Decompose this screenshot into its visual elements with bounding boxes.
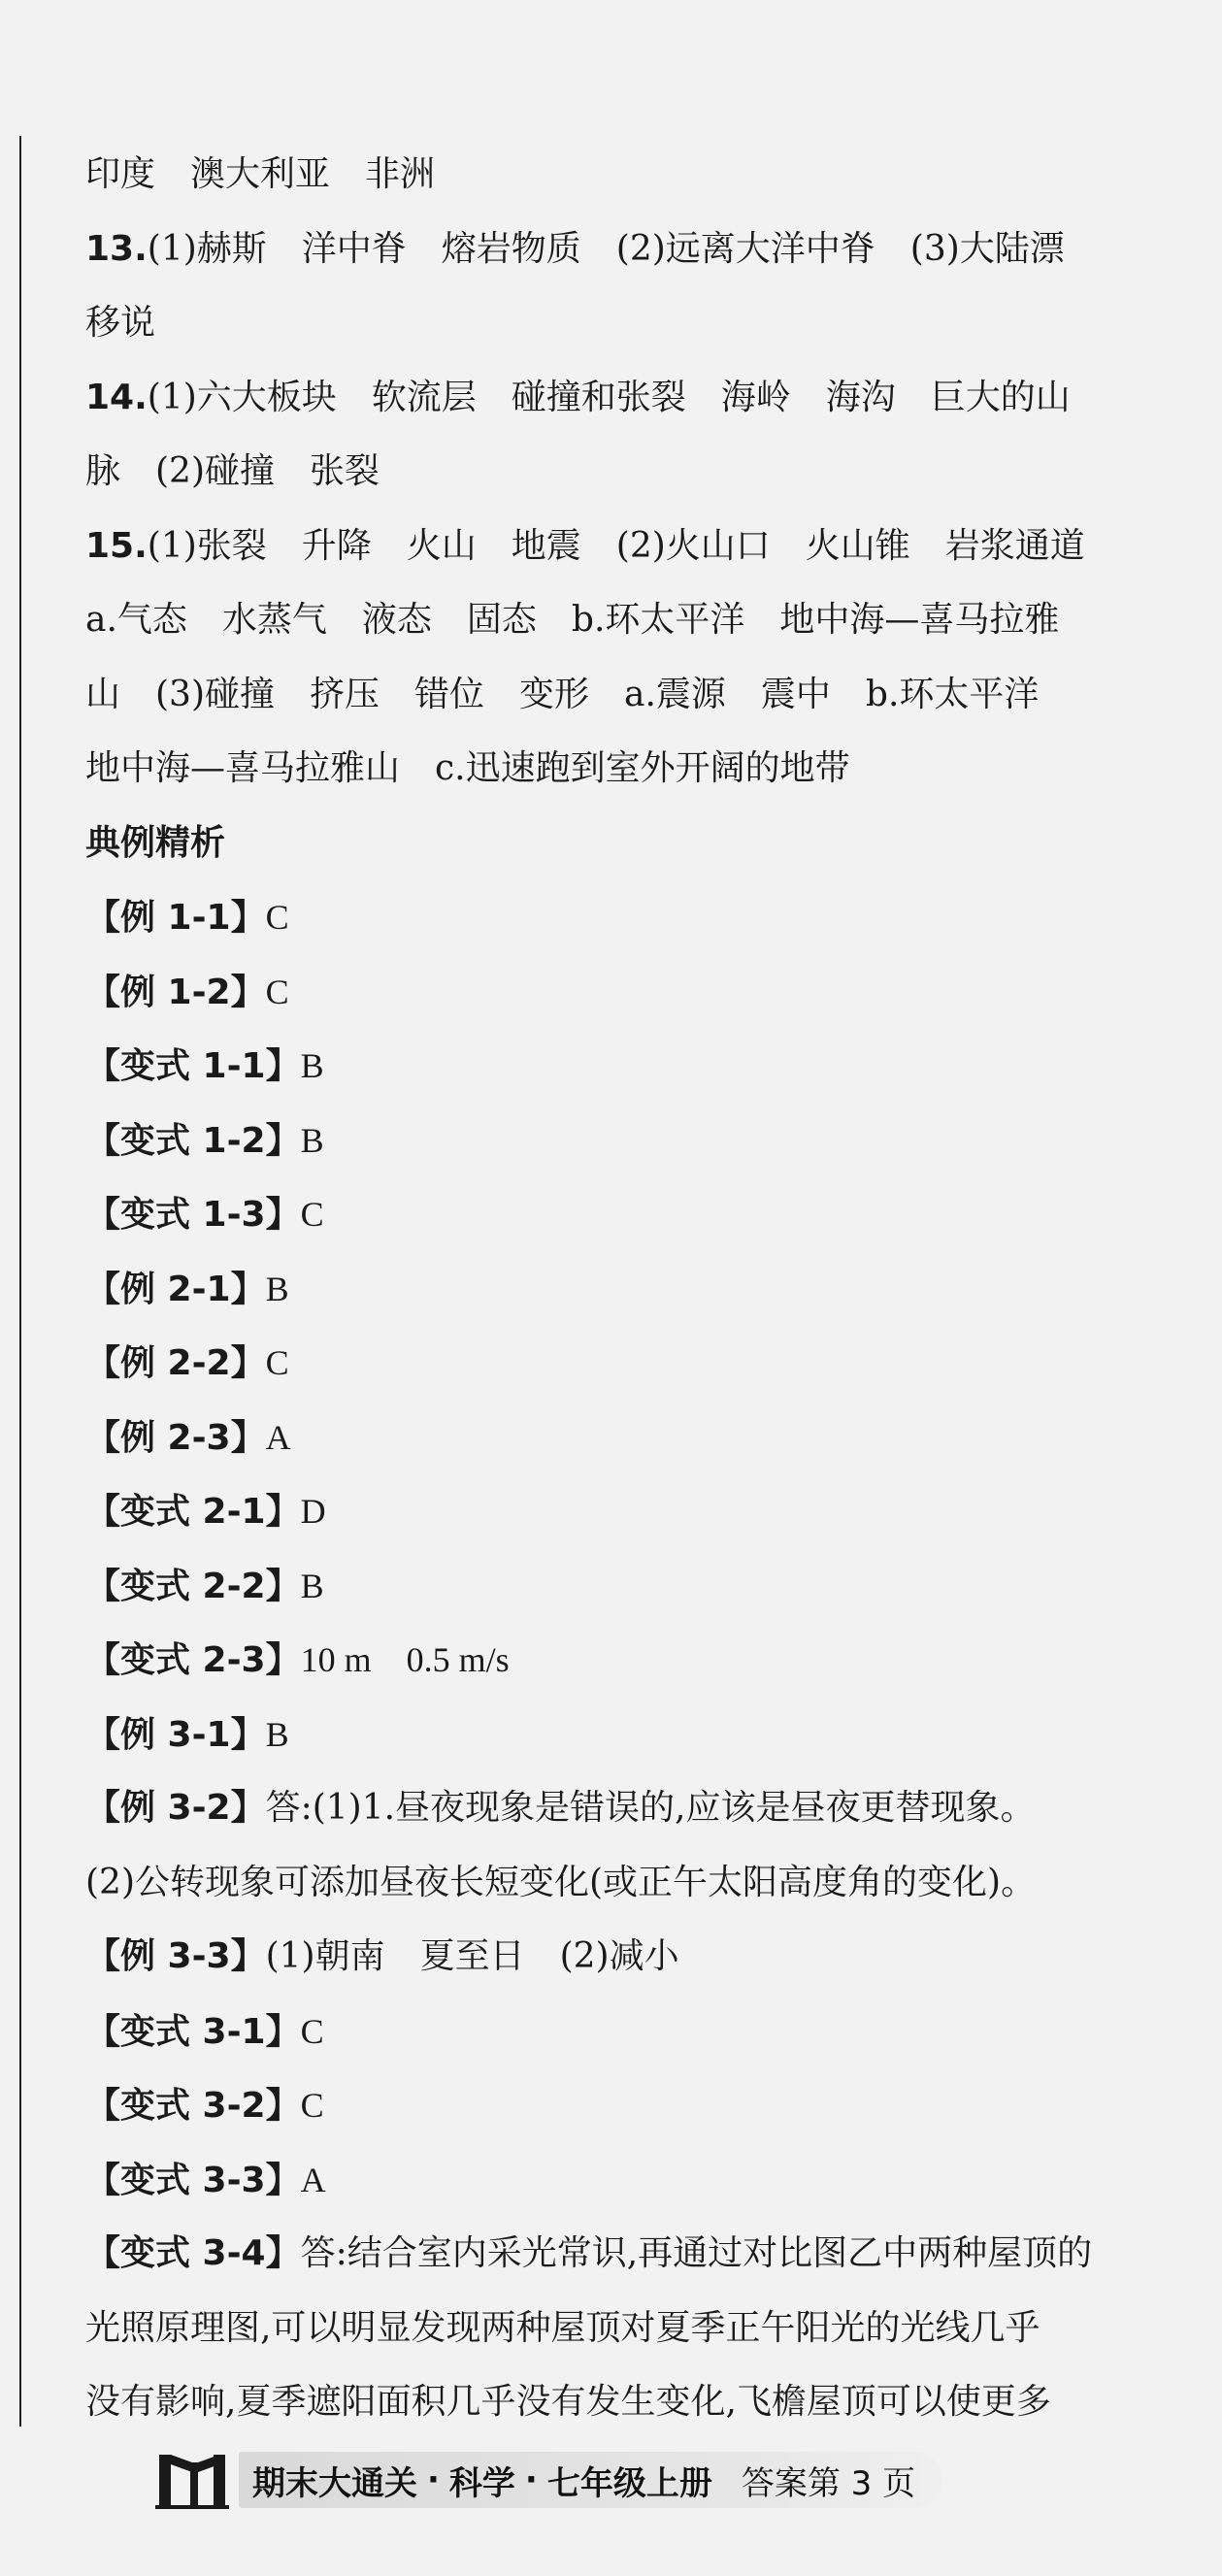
page-number: 答案第 3 页 <box>741 2463 916 2503</box>
text-line <box>85 732 1153 807</box>
answer-value: A <box>300 2160 326 2199</box>
text-line <box>85 286 1153 361</box>
book-title: 期末大通关 <box>252 2463 417 2503</box>
answer-row <box>85 2217 1153 2292</box>
answer-value: 答:结合室内采光常识,再通过对比图乙中两种屋顶的 <box>300 2233 1093 2273</box>
answer-row <box>85 2292 1153 2366</box>
item-number: 14. <box>85 377 148 417</box>
answer-tag: 【例 1-1】 <box>85 898 266 938</box>
line-text: 山 (3)碰撞 挤压 错位 变形 a.震源 震中 b.环太平洋 <box>85 674 1040 714</box>
answer-tag: 【例 3-3】 <box>85 1936 266 1976</box>
answer-row <box>85 1401 1153 1475</box>
answer-value: C <box>265 972 289 1011</box>
subject-label: 科学 <box>448 2463 515 2503</box>
answer-row <box>85 1549 1153 1624</box>
answer-row <box>85 1995 1153 2069</box>
separator: · <box>524 2460 538 2499</box>
answer-row <box>85 1846 1153 1921</box>
answer-value: B <box>300 1566 324 1605</box>
line-text: (1)六大板块 软流层 碰撞和张裂 海岭 海沟 巨大的山 <box>147 377 1071 417</box>
line-text: (1)张裂 升降 火山 地震 (2)火山口 火山锥 岩浆通道 <box>147 525 1085 566</box>
answer-value: 光照原理图,可以明显发现两种屋顶对夏季正午阳光的光线几乎 <box>85 2307 1040 2348</box>
answer-tag: 【变式 1-1】 <box>85 1046 301 1086</box>
answer-tag: 【变式 3-1】 <box>85 2011 301 2052</box>
answer-tag: 【变式 3-2】 <box>85 2086 301 2126</box>
page-footer <box>155 2446 1058 2514</box>
answer-content <box>85 138 1153 2440</box>
answer-tag: 【变式 2-2】 <box>85 1566 301 1606</box>
text-line <box>85 435 1153 510</box>
answer-value: 没有影响,夏季遮阳面积几乎没有发生变化,飞檐屋顶可以使更多 <box>85 2382 1051 2422</box>
line-text: 移说 <box>85 303 156 343</box>
answer-value: 答:(1)1.昼夜现象是错误的,应该是昼夜更替现象。 <box>265 1788 1036 1828</box>
grade-label: 七年级上册 <box>546 2463 712 2503</box>
answer-row <box>85 2143 1153 2218</box>
line-text: a.气态 水蒸气 液态 固态 b.环太平洋 地中海—喜马拉雅 <box>85 600 1060 640</box>
text-line <box>85 658 1153 733</box>
separator: · <box>427 2460 440 2499</box>
answer-tag: 【变式 2-3】 <box>85 1640 301 1680</box>
answer-tag: 【例 2-2】 <box>85 1343 266 1383</box>
answer-row <box>85 955 1153 1030</box>
answer-tag: 【例 3-1】 <box>85 1714 266 1755</box>
answer-row <box>85 1623 1153 1698</box>
text-line <box>85 583 1153 658</box>
answer-tag: 【例 1-2】 <box>85 972 266 1012</box>
footer-band <box>239 2452 942 2508</box>
answer-value: D <box>300 1492 326 1531</box>
answer-value: C <box>300 2011 324 2051</box>
book-logo-icon <box>155 2449 231 2511</box>
answer-row <box>85 2365 1153 2440</box>
section-heading: 典例精析 <box>85 822 226 863</box>
answer-value: 10 m 0.5 m/s <box>300 1640 510 1679</box>
answer-value: (2)公转现象可添加昼夜长短变化(或正午太阳高度角的变化)。 <box>85 1862 1037 1902</box>
answer-tag: 【例 2-1】 <box>85 1269 266 1309</box>
line-text: 地中海—喜马拉雅山 c.迅速跑到室外开阔的地带 <box>85 748 850 788</box>
answer-tag: 【变式 3-4】 <box>85 2233 301 2273</box>
answer-row <box>85 2068 1153 2143</box>
answer-value: B <box>300 1046 324 1085</box>
answer-row <box>85 1029 1153 1104</box>
answer-value: B <box>265 1269 289 1308</box>
answer-value: C <box>300 2086 324 2125</box>
answer-tag: 【变式 1-2】 <box>85 1120 301 1161</box>
line-text: 印度 澳大利亚 非洲 <box>85 154 436 194</box>
answer-tag: 【例 3-2】 <box>85 1788 266 1828</box>
answer-value: C <box>265 898 289 937</box>
answer-row <box>85 1104 1153 1178</box>
answer-row <box>85 1920 1153 1995</box>
line-text: (1)赫斯 洋中脊 熔岩物质 (2)远离大洋中脊 (3)大陆漂 <box>147 228 1065 269</box>
answer-row <box>85 1771 1153 1846</box>
line-text: 脉 (2)碰撞 张裂 <box>85 451 380 491</box>
answer-value: (1)朝南 夏至日 (2)减小 <box>265 1936 679 1976</box>
answer-value: C <box>265 1343 289 1382</box>
answer-row <box>85 1474 1153 1549</box>
answer-row <box>85 1698 1153 1772</box>
text-line <box>85 213 1153 287</box>
answer-value: B <box>265 1714 289 1754</box>
answer-tag: 【变式 3-3】 <box>85 2160 301 2200</box>
answer-value: A <box>265 1417 291 1457</box>
answer-row <box>85 1326 1153 1401</box>
answer-row <box>85 1177 1153 1252</box>
answer-value: B <box>300 1120 324 1160</box>
item-number: 15. <box>85 525 148 566</box>
answer-row <box>85 880 1153 955</box>
answer-tag: 【变式 1-3】 <box>85 1195 301 1235</box>
left-margin-rule <box>19 136 21 2427</box>
text-line <box>85 361 1153 436</box>
text-line <box>85 510 1153 584</box>
text-line <box>85 138 1153 213</box>
item-number: 13. <box>85 228 148 269</box>
answer-tag: 【变式 2-1】 <box>85 1492 301 1532</box>
answer-value: C <box>300 1195 324 1234</box>
answer-tag: 【例 2-3】 <box>85 1417 266 1458</box>
answer-row <box>85 1252 1153 1327</box>
